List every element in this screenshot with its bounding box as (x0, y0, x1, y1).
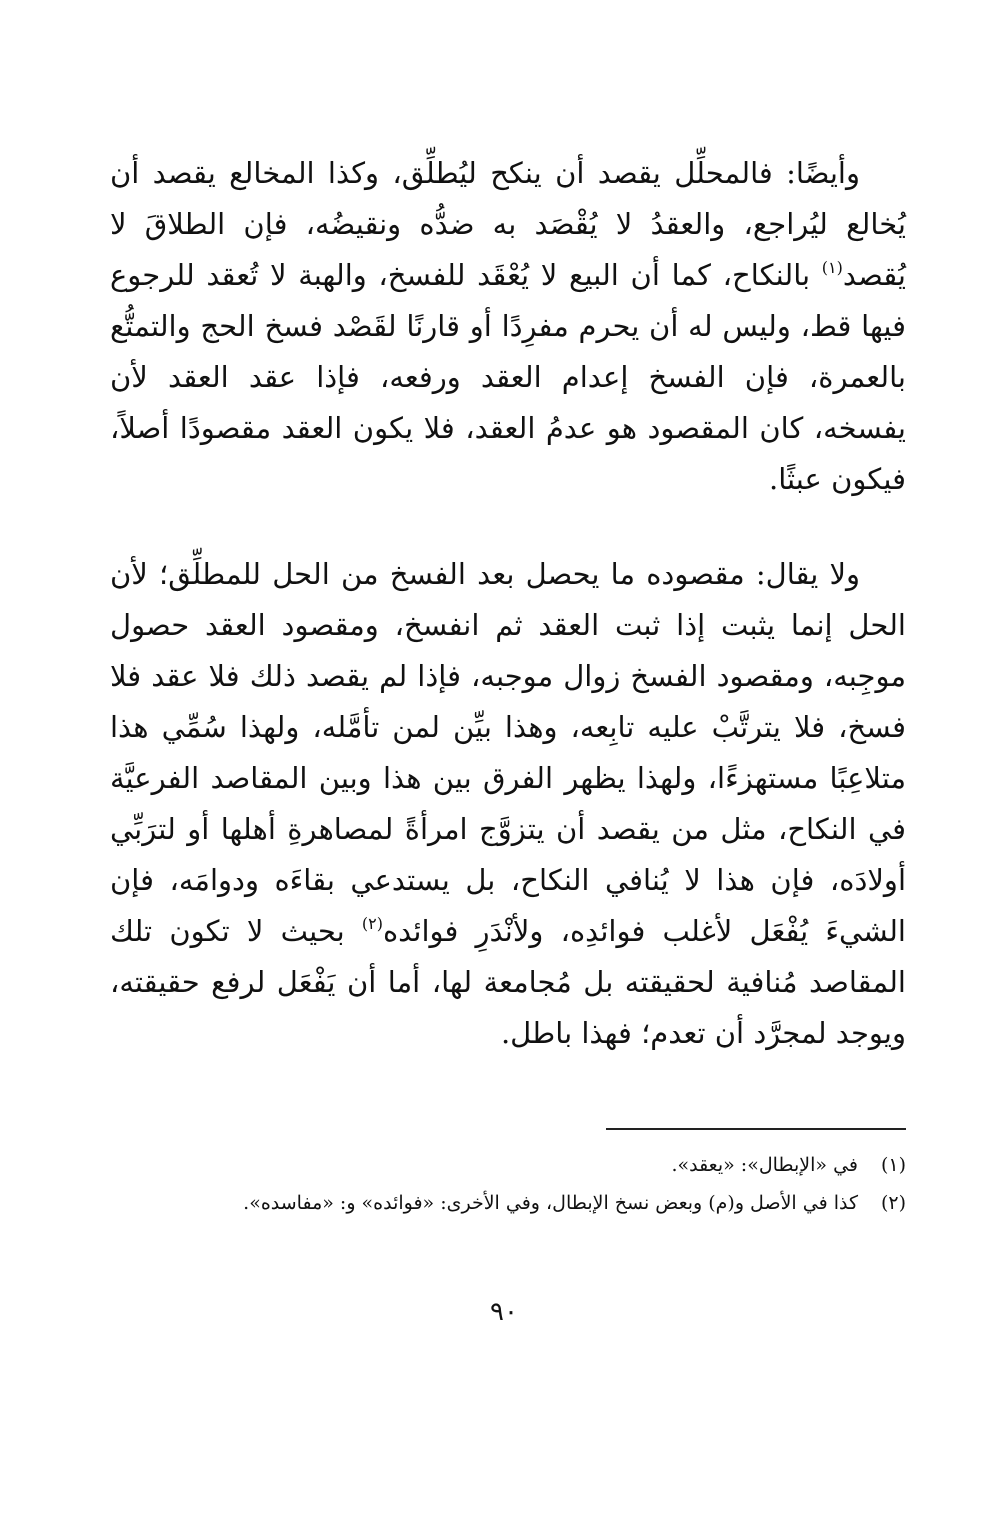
footnote-number: (٢) (880, 1192, 906, 1214)
paragraph-2-text-rest: بحيث لا تكون تلك المقاصد مُنافية لحقيقته بل مُجامعة لها، أما أن يَفْعَل لرفع حقيقته، ويوجد لمجرَّد أن تعدم؛ فهذا باطل. (110, 914, 906, 1050)
footnote-text: كذا في الأصل و(م) وبعض نسخ الإبطال، وفي الأخرى: «فوائده» و: «مفاسده». (243, 1192, 858, 1214)
footnote-text: في «الإبطال»: «يعقد». (671, 1154, 858, 1176)
footnote-ref-1[interactable]: (١) (821, 258, 843, 277)
body-paragraph-1 (110, 148, 906, 505)
footnote-divider (606, 1128, 906, 1130)
body-paragraph-2 (110, 549, 906, 1059)
footnote-1 (110, 1148, 906, 1182)
footnote-number: (١) (880, 1154, 906, 1176)
page-number: ٩٠ (490, 1297, 518, 1327)
paragraph-2-text: ولا يقال: مقصوده ما يحصل بعد الفسخ من الحل للمطلِّق؛ لأن الحل إنما يثبت إذا ثبت العقد ثم انفسخ، ومقصود العقد حصول موجِبه، ومقصود الفسخ زوال موجبه، فإذا لم يقصد ذلك فلا عقد فلا فسخ، فلا يترتَّبْ عليه تابِعه، وهذا بيِّن لمن تأمَّله، ولهذا سُمِّي هذا متلاعِبًا مستهزءًا، ولهذا يظهر الفرق بين هذا وبين المقاصد الفرعيَّة في النكاح، مثل من يقصد أن يتزوَّج امرأةً لمصاهرةِ أهلها أو لترَبِّي أولادَه، فإن هذا لا يُنافي النكاح، بل يستدعي بقاءَه ودوامَه، فإن الشيءَ يُفْعَل لأغلب فوائدِه، ولأنْدَرِ فوائده (110, 557, 906, 948)
paragraph-1-text: وأيضًا: فالمحلِّل يقصد أن ينكح ليُطلِّق، وكذا المخالع يقصد أن يُخالع ليُراجع، والعقدُ لا يُقْصَد به ضدُّه ونقيضُه، فإن الطلاقَ لا يُقصد (110, 156, 906, 292)
footnote-ref-2[interactable]: (٢) (361, 914, 383, 933)
paragraph-1-text-rest: بالنكاح، كما أن البيع لا يُعْقَد للفسخ، والهبة لا تُعقد للرجوع فيها قط، وليس له أن يحرم مفرِدًا أو قارنًا لقَصْد فسخ الحج والتمتُّع بالعمرة، فإن الفسخ إعدام العقد ورفعه، فإذا عقد العقد لأن يفسخه، كان المقصود هو عدمُ العقد، فلا يكون العقد مقصودًا أصلاً، فيكون عبثًا. (110, 258, 906, 496)
footnotes-section (110, 1148, 906, 1224)
footnote-2 (110, 1186, 906, 1220)
